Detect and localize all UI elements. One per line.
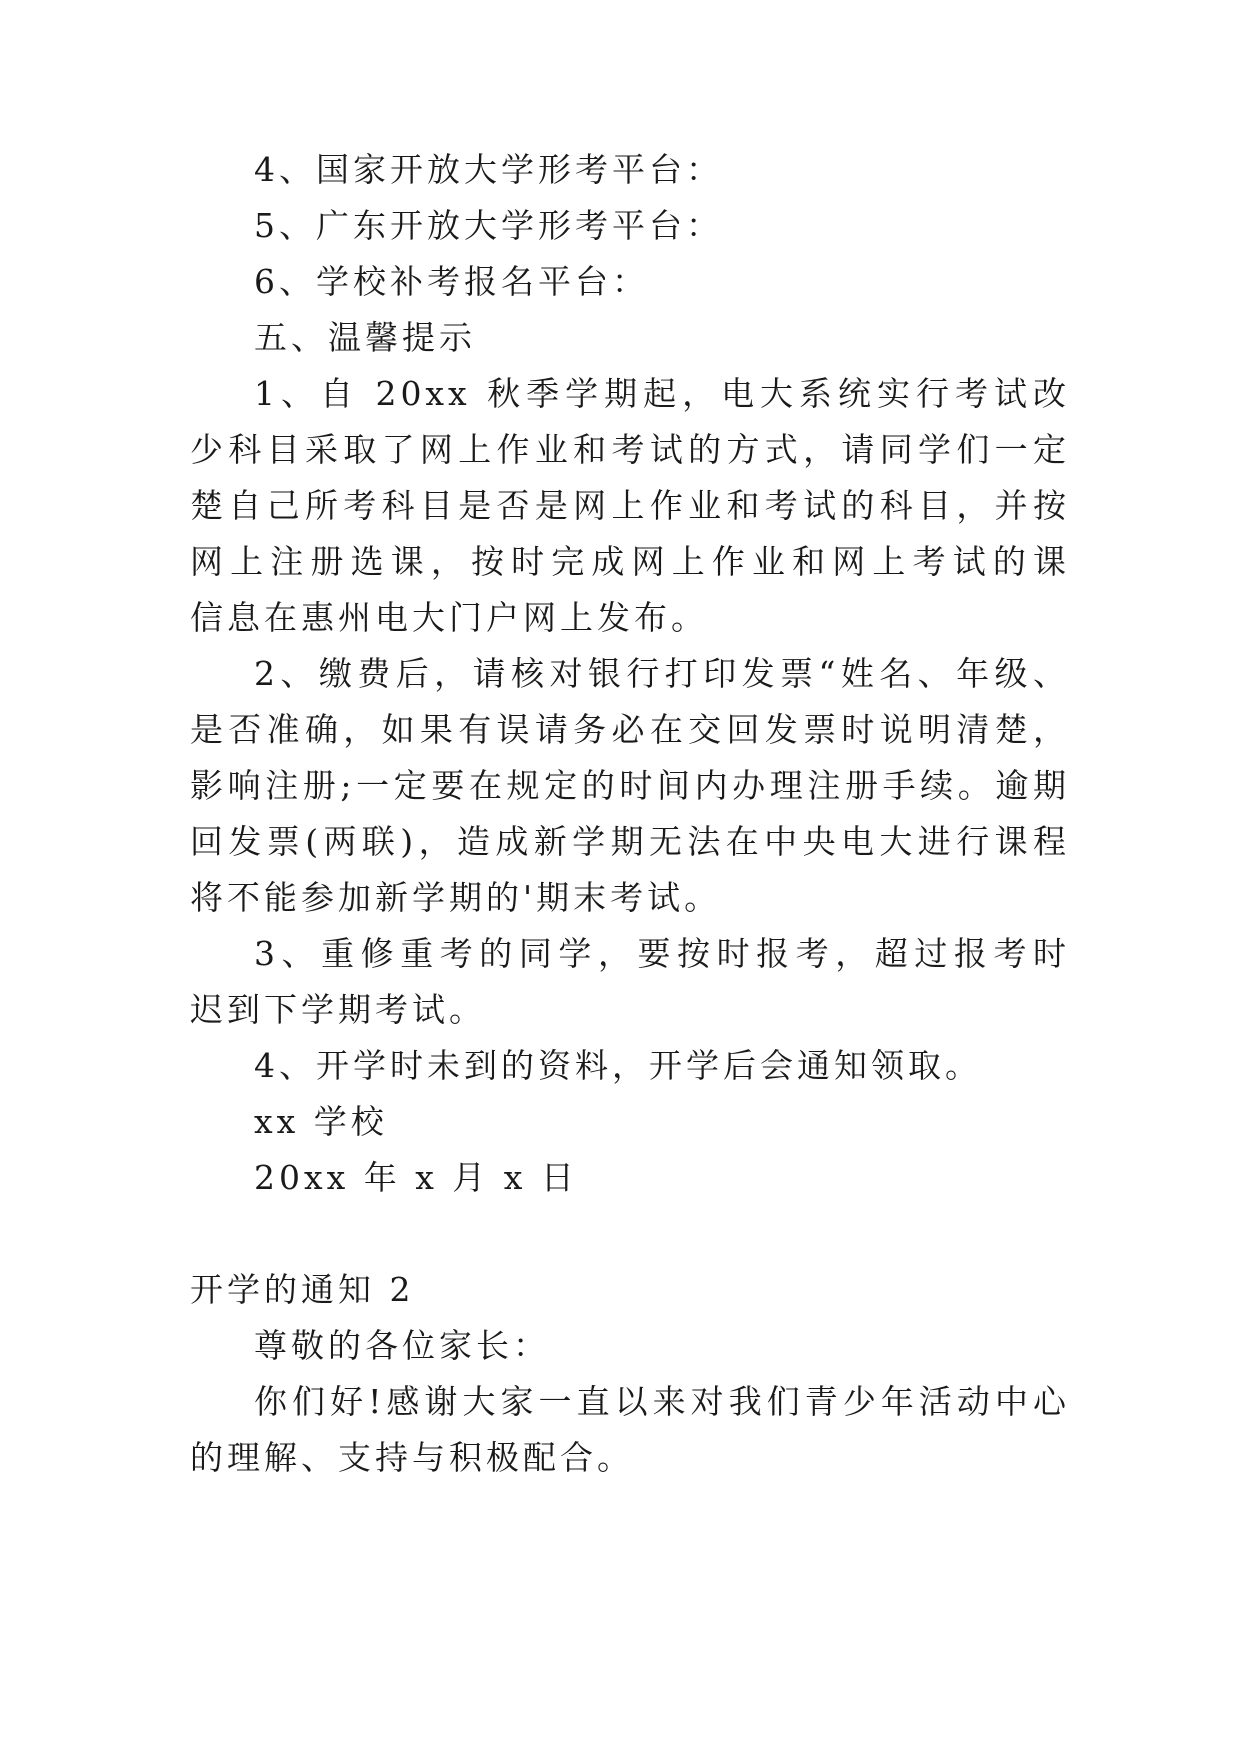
- paragraph-line: 回发票(两联)，造成新学期无法在中央电大进行课程: [190, 822, 1070, 861]
- paragraph-line: 将不能参加新学期的'期末考试。: [190, 878, 722, 917]
- list-item-platform-6: 6、学校补考报名平台：: [254, 262, 649, 301]
- paragraph-line: 是否准确，如果有误请务必在交回发票时说明清楚，: [190, 710, 1070, 749]
- paragraph-line: 4、开学时未到的资料，开学后会通知领取。: [254, 1046, 982, 1085]
- paragraph-line: 3、重修重考的同学，要按时报考，超过报考时: [254, 934, 1070, 973]
- document-title-notice-2: 开学的通知 2: [190, 1270, 415, 1309]
- paragraph-line: 信息在惠州电大门户网上发布。: [190, 598, 708, 637]
- paragraph-line: 的理解、支持与积极配合。: [190, 1438, 634, 1477]
- list-item-platform-4: 4、国家开放大学形考平台：: [254, 150, 723, 189]
- paragraph-line: 2、缴费后，请核对银行打印发票“姓名、年级、: [254, 654, 1070, 693]
- signature-school: xx 学校: [254, 1102, 388, 1141]
- salutation: 尊敬的各位家长：: [254, 1326, 550, 1365]
- paragraph-line: 少科目采取了网上作业和考试的方式，请同学们一定: [190, 430, 1070, 469]
- paragraph-line: 1、自 20xx 秋季学期起，电大系统实行考试改: [254, 374, 1070, 413]
- paragraph-line: 迟到下学期考试。: [190, 990, 486, 1029]
- paragraph-line: 楚自己所考科目是否是网上作业和考试的科目，并按: [190, 486, 1070, 525]
- paragraph-line: 网上注册选课，按时完成网上作业和网上考试的课: [190, 542, 1070, 581]
- paragraph-line: 影响注册;一定要在规定的时间内办理注册手续。逾期: [190, 766, 1070, 805]
- signature-date: 20xx 年 x 月 x 日: [254, 1158, 578, 1197]
- section-heading-tips: 五、温馨提示: [254, 318, 476, 357]
- paragraph-line: 你们好!感谢大家一直以来对我们青少年活动中心: [254, 1382, 1070, 1421]
- list-item-platform-5: 5、广东开放大学形考平台：: [254, 206, 723, 245]
